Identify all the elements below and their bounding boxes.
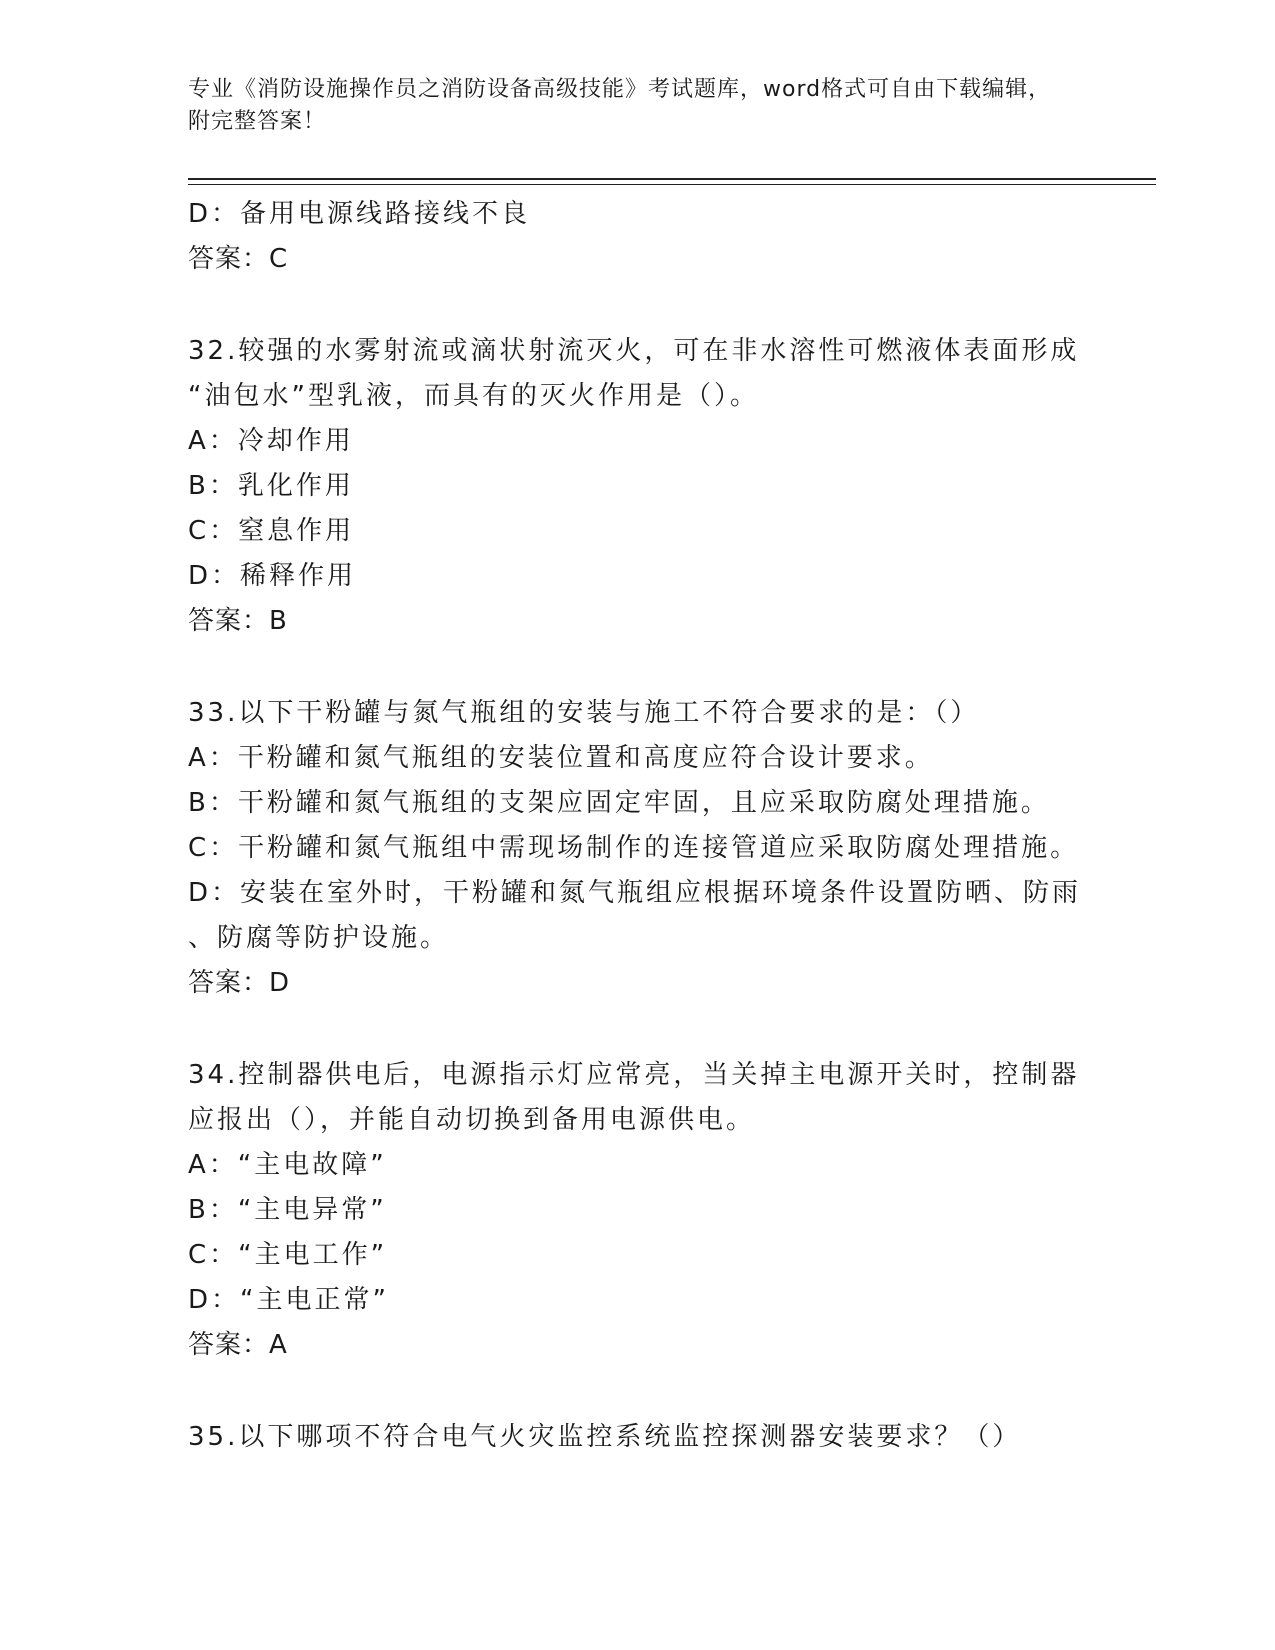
option-b: B：“主电异常” [188,1195,387,1225]
spacer [188,1368,1088,1415]
spacer [188,282,1088,329]
document-header [188,74,1058,138]
answer: 答案：A [188,1330,288,1360]
option-d: D：稀释作用 [188,561,357,591]
option-d: D：“主电正常” [188,1285,389,1315]
question-list [188,192,1088,1460]
question-32 [188,329,1088,644]
spacer [188,644,1088,691]
option-d-cont: 、防腐等防护设施。 [188,923,450,953]
question-stem: 34.控制器供电后，电源指示灯应常亮，当关掉主电源开关时，控制器 [188,1060,1080,1090]
answer: 答案：B [188,606,288,636]
answer: 答案：D [188,968,291,998]
prev-option-d: D：备用电源线路接线不良 [188,199,531,229]
question-stem: 32.较强的水雾射流或滴状射流灭火，可在非水溶性可燃液体表面形成 [188,336,1080,366]
option-b: B：干粉罐和氮气瓶组的支架应固定牢固，且应采取防腐处理措施。 [188,788,1050,818]
header-rule-thin [188,184,1156,185]
option-c: C：干粉罐和氮气瓶组中需现场制作的连接管道应采取防腐处理措施。 [188,833,1080,863]
question-stem: 33.以下干粉罐与氮气瓶组的安装与施工不符合要求的是：（） [188,698,980,728]
option-a: A：干粉罐和氮气瓶组的安装位置和高度应符合设计要求。 [188,743,934,773]
prev-answer: 答案：C [188,244,289,274]
header-rule-thick [188,178,1156,180]
question-34 [188,1053,1088,1368]
option-a: A：冷却作用 [188,426,354,456]
option-c: C：窒息作用 [188,516,355,546]
question-stem: 35.以下哪项不符合电气火灾监控系统监控探测器安装要求？（） [188,1422,1022,1452]
option-d: D：安装在室外时，干粉罐和氮气瓶组应根据环境条件设置防晒、防雨 [188,878,1082,908]
option-b: B：乳化作用 [188,471,354,501]
header-title: 专业《消防设施操作员之消防设备高级技能》考试题库，word格式可自由下载编辑，附完整答案！ [188,77,1052,134]
question-35 [188,1415,1088,1460]
spacer [188,1006,1088,1053]
question-stem-cont: “油包水”型乳液，而具有的灭火作用是（）。 [188,381,759,411]
question-stem-cont: 应报出（），并能自动切换到备用电源供电。 [188,1105,756,1135]
option-c: C：“主电工作” [188,1240,388,1270]
option-a: A：“主电故障” [188,1150,387,1180]
question-33 [188,691,1088,1006]
